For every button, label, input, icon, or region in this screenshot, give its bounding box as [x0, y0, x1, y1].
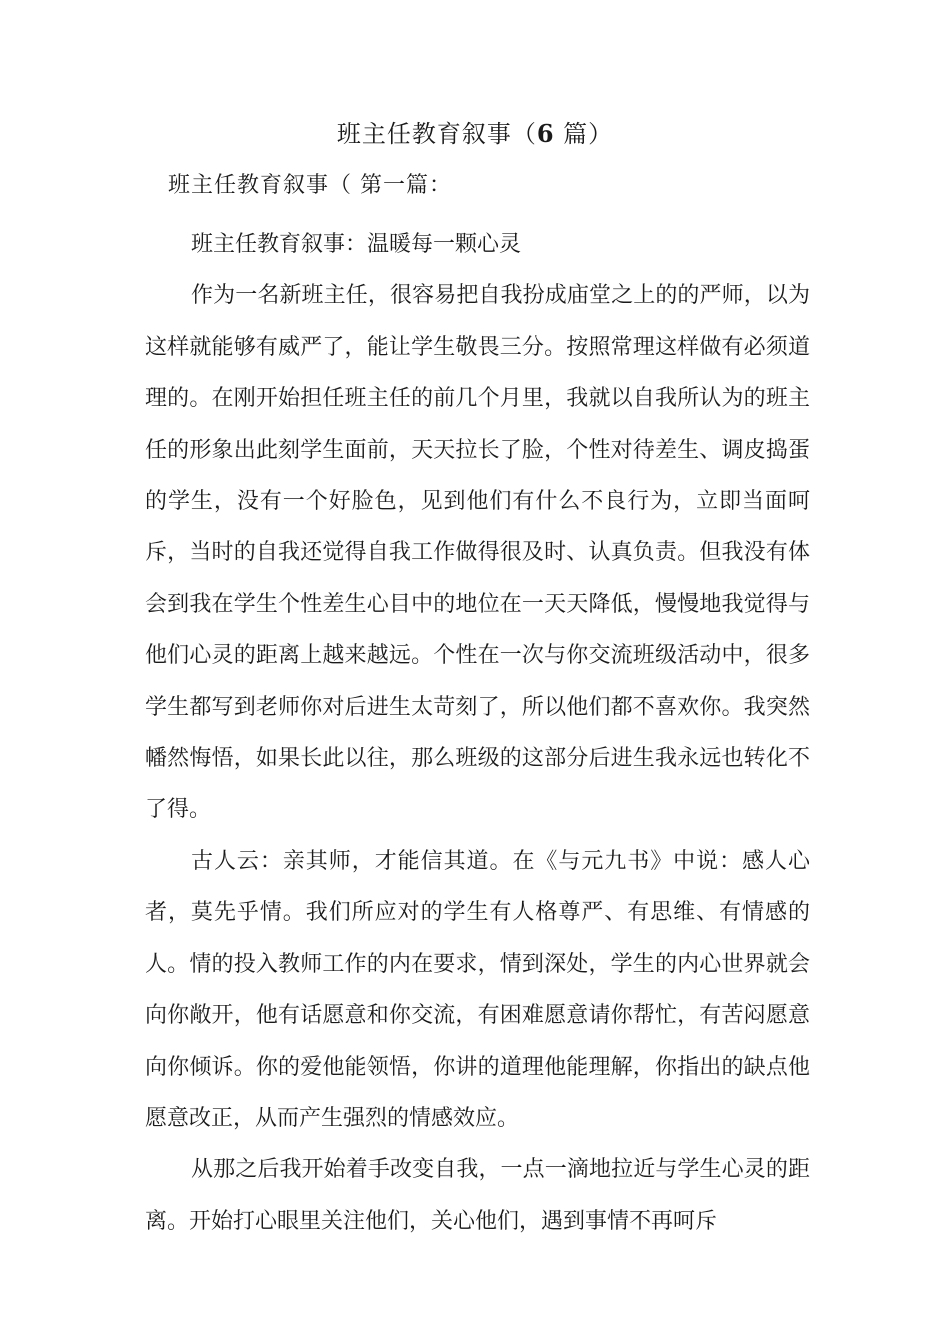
document-body: [145, 219, 810, 1247]
title-prefix: 班主任教育叙事（: [336, 120, 537, 148]
title-number: 6: [536, 119, 555, 148]
essay-title: 班主任教育叙事：温暖每一颗心灵: [191, 232, 522, 257]
paragraph: 从那之后我开始着手改变自我，一点一滴地拉近与学生心灵的距离。开始打心眼里关注他们，关心他们，遇到事情不再呵斥: [145, 1157, 810, 1234]
title-suffix: 篇）: [554, 120, 614, 148]
section-heading: 班主任教育叙事（ 第一篇：: [168, 173, 452, 198]
paragraph: 古人云：亲其师，才能信其道。在《与元九书》中说：感人心者，莫先乎情。我们所应对的学生有人格尊严、有思维、有情感的人。情的投入教师工作的内在要求，情到深处，学生的内心世界就会向你敞开，他有话愿意和你交流，有困难愿意请你帮忙，有苦闷愿意向你倾诉。你的爱他能领悟，你讲的道理他能理解，你指出的缺点他愿意改正，从而产生强烈的情感效应。: [145, 848, 810, 1131]
paragraph: 作为一名新班主任，很容易把自我扮成庙堂之上的的严师，以为这样就能够有威严了，能让学生敬畏三分。按照常理这样做有必须道理的。在刚开始担任班主任的前几个月里，我就以自我所认为的班主任的形象出此刻学生面前，天天拉长了脸，个性对待差生、调皮捣蛋的学生，没有一个好脸色，见到他们有什么不良行为，立即当面呵斥，当时的自我还觉得自我工作做得很及时、认真负责。但我没有体会到我在学生个性差生心目中的地位在一天天降低，慢慢地我觉得与他们心灵的距离上越来越远。个性在一次与你交流班级活动中，很多学生都写到老师你对后进生太苛刻了，所以他们都不喜欢你。我突然幡然悔悟，如果长此以往，那么班级的这部分后进生我永远也转化不了得。: [145, 283, 810, 823]
document-title: [0, 118, 950, 150]
